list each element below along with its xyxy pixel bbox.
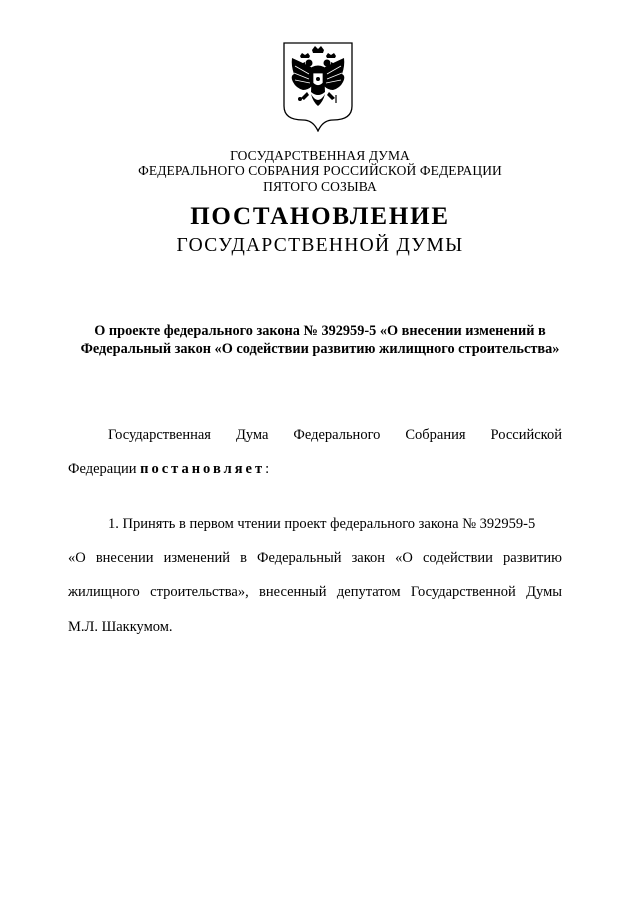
paragraph-1-colon: : [265, 461, 270, 477]
document-heading: О проекте федерального закона № 392959-5 «О внесении изменений в Федеральный закон «О содействии развитию жилищного строительства» [80, 323, 560, 357]
document-subtitle: ГОСУДАРСТВЕННОЙ ДУМЫ [176, 235, 464, 256]
paragraph-2-line-2: «О внесении изменений в Федеральный закон «О содействии развитию [68, 550, 562, 566]
coat-of-arms-icon [281, 40, 355, 132]
resolution-verb: постановляет [140, 461, 266, 477]
paragraph-2-line-4: М.Л. Шаккумом. [68, 619, 173, 635]
paragraph-2-line-1: 1. Принять в первом чтении проект федерального закона № 392959-5 [108, 516, 536, 532]
paragraph-1-line-2 [68, 460, 562, 478]
header-line-convocation: ПЯТОГО СОЗЫВА [263, 179, 377, 194]
header-line-duma: ГОСУДАРСТВЕННАЯ ДУМА [230, 148, 410, 163]
paragraph-2-line-3: жилищного строительства», внесенный депутатом Государственной Думы [68, 584, 562, 600]
paragraph-1-text: Федерации [68, 461, 141, 477]
header-line-federal-assembly: ФЕДЕРАЛЬНОГО СОБРАНИЯ РОССИЙСКОЙ ФЕДЕРАЦИИ [138, 163, 502, 178]
paragraph-1-line-1: Государственная Дума Федерального Собрания Российской [108, 427, 562, 443]
document-title: ПОСТАНОВЛЕНИЕ [190, 203, 450, 230]
